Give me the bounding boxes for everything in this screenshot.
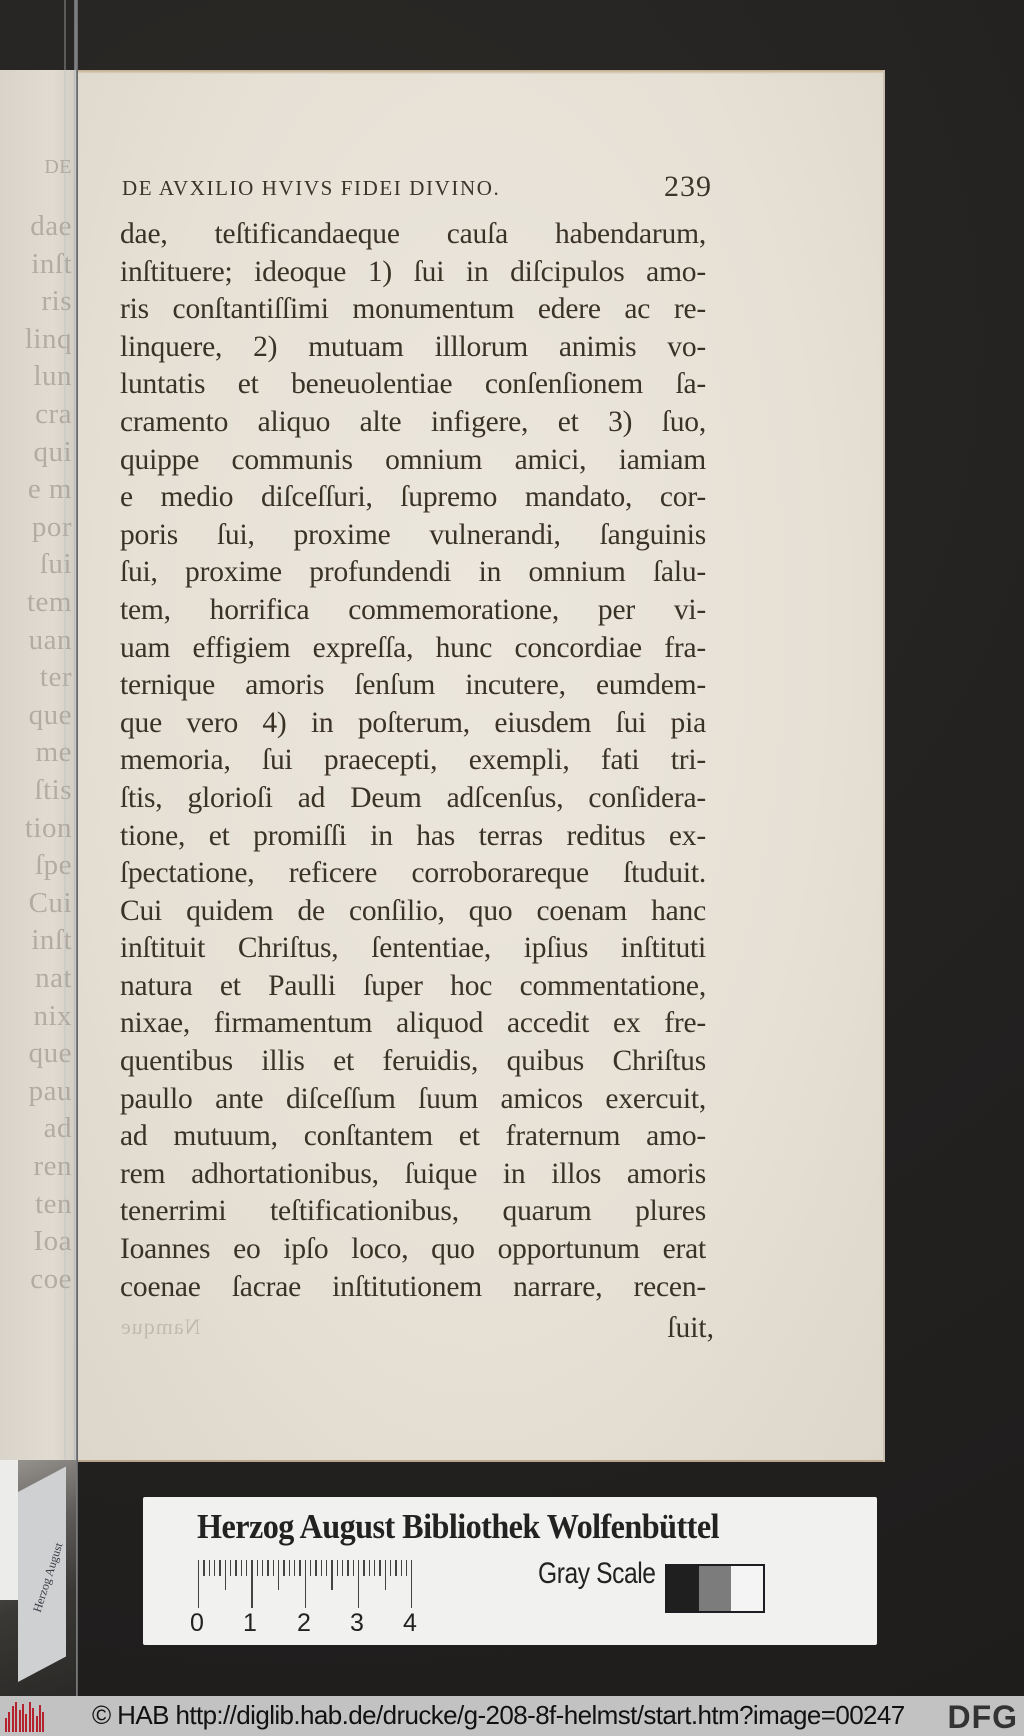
- gray-scale-label: Gray Scale: [538, 1557, 656, 1590]
- text-line: tenerrimi teſtificationibus, quarum plures: [120, 1195, 706, 1228]
- ruler-tick: [411, 1560, 412, 1608]
- book-page: [78, 70, 883, 1462]
- text-line: linquere, 2) mutuam illlorum animis vo-: [120, 330, 706, 363]
- facing-page-fragment: ris: [41, 285, 72, 318]
- facing-page-fragment: coe: [30, 1262, 72, 1295]
- text-line: quippe communis omnium amici, iamiam: [120, 443, 706, 476]
- text-line: ſpectatione, reficere corroborareque ſtuduit.: [120, 857, 706, 890]
- facing-page-fragment: ſpe: [35, 849, 72, 882]
- text-line: Cui quidem de conſilio, quo coenam hanc: [120, 894, 706, 927]
- ruler-tick: [299, 1560, 300, 1576]
- ruler-tick: [289, 1560, 290, 1576]
- text-line: tione, et promiſſi in has terras reditus ex-: [120, 819, 706, 852]
- ruler-tick: [273, 1560, 274, 1576]
- text-line: e medio diſceſſuri, ſupremo mandato, cor-: [120, 481, 706, 514]
- text-line: coenae ſacrae inſtitutionem narrare, recen-: [120, 1270, 706, 1303]
- ruler-tick: [241, 1560, 242, 1576]
- glass-plate-edge: [64, 0, 66, 1696]
- facing-page-fragment: ſtis: [34, 774, 72, 806]
- text-line: memoria, ſui praecepti, exempli, fati tri-: [120, 744, 706, 777]
- footer-bar: [0, 1696, 1024, 1736]
- facing-page-fragment: inſt: [31, 247, 72, 280]
- ruler-tick: [321, 1560, 322, 1576]
- ruler-scale: [198, 1560, 418, 1610]
- text-line: natura et Paulli ſuper hoc commentatione,: [120, 969, 706, 1002]
- dfg-logo-icon: DFG: [947, 1699, 1018, 1735]
- text-line: luntatis et beneuolentiae conſenſionem ſa-: [120, 368, 706, 401]
- gray-scale-swatches: [665, 1564, 765, 1613]
- facing-page-fragment: e m: [27, 473, 72, 506]
- label-holder-surface: [0, 1460, 18, 1600]
- text-line: nixae, firmamentum aliquod accedit ex fre-: [120, 1007, 706, 1040]
- book-label-holder: [0, 1460, 76, 1696]
- page-number: 239: [664, 170, 712, 203]
- text-line: ſui, proxime profundendi in omnium ſalu-: [120, 556, 706, 589]
- text-line: inſtituere; ideoque 1) ſui in diſcipulos amo-: [120, 255, 706, 288]
- facing-page-fragment: que: [28, 1037, 72, 1070]
- running-head: [122, 170, 712, 204]
- ruler-tick: [363, 1560, 364, 1576]
- text-line: tem, horrifica commemoratione, per vi-: [120, 593, 706, 626]
- text-line: rem adhortationibus, ſuique in illos amoris: [120, 1157, 706, 1190]
- ruler-tick: [401, 1560, 402, 1576]
- ruler-tick: [395, 1560, 396, 1576]
- ruler-tick: [326, 1560, 327, 1576]
- facing-page-fragment: Ioa: [33, 1225, 72, 1258]
- ruler-tick: [278, 1560, 279, 1590]
- catchword: ſuit,: [667, 1312, 714, 1344]
- ruler-tick: [230, 1560, 231, 1576]
- ruler-tick: [390, 1560, 391, 1576]
- ruler-tick: [337, 1560, 338, 1576]
- running-head-title: DE AVXILIO HVIVS FIDEI DIVINO.: [122, 176, 501, 200]
- facing-page-fragment: ſui: [39, 548, 72, 581]
- ruler-tick: [209, 1560, 210, 1576]
- ruler-tick: [305, 1560, 306, 1608]
- facing-page-fragment: ten: [35, 1187, 72, 1220]
- text-line: ris conſtantiſſimi monumentum edere ac re-: [120, 293, 706, 326]
- ruler-tick: [267, 1560, 268, 1576]
- facing-page-fragment: cra: [35, 398, 72, 430]
- gray-swatch: [699, 1566, 731, 1611]
- facing-page-fragment: nat: [35, 962, 72, 994]
- ruler-tick: [214, 1560, 215, 1576]
- facing-page-fragment: ad: [43, 1112, 72, 1145]
- facing-page-fragment: pau: [28, 1074, 72, 1107]
- text-line: que vero 4) in poſterum, eiusdem ſui pia: [120, 706, 706, 739]
- text-line: quentibus illis et feruidis, quibus Chriſtus: [120, 1045, 706, 1078]
- ruler-tick: [369, 1560, 370, 1576]
- facing-page-fragment: me: [35, 736, 72, 769]
- text-line: ternique amoris ſenſum incutere, eumdem-: [120, 669, 706, 702]
- institution-name: Herzog August Bibliothek Wolfenbüttel: [197, 1507, 719, 1546]
- color-scale-card: [143, 1497, 877, 1645]
- facing-page-fragment: Cui: [28, 886, 72, 919]
- ruler-label: 0: [190, 1609, 204, 1637]
- ruler-tick: [283, 1560, 284, 1576]
- ruler-tick: [294, 1560, 295, 1576]
- ruler-tick: [374, 1560, 375, 1576]
- ruler-tick: [257, 1560, 258, 1576]
- facing-page-fragment: ren: [33, 1150, 72, 1182]
- ruler-tick: [198, 1560, 199, 1608]
- facing-page-fragment: DE: [44, 156, 72, 178]
- ruler-tick: [385, 1560, 386, 1590]
- facing-page-fragment: ter: [39, 661, 72, 694]
- ruler-label: 3: [350, 1609, 364, 1637]
- gray-swatch: [667, 1566, 699, 1611]
- facing-page-fragment: inſt: [31, 924, 72, 957]
- text-line: ad mutuum, conſtantem et fraternum amo-: [120, 1120, 706, 1153]
- ruler-tick: [347, 1560, 348, 1576]
- gray-swatch: [731, 1566, 763, 1611]
- body-text: [120, 216, 706, 1306]
- ruler-tick: [353, 1560, 354, 1576]
- copyright-link[interactable]: © HAB http://diglib.hab.de/drucke/g-208-8f-helmst/start.htm?image=00247: [92, 1700, 905, 1730]
- facing-page-fragment: linq: [24, 322, 72, 355]
- ruler-tick: [251, 1560, 252, 1608]
- text-line: uam effigiem expreſſa, hunc concordiae fra-: [120, 631, 706, 664]
- label-card-text: Herzog August: [29, 1540, 66, 1614]
- facing-page-fragment: dae: [30, 210, 72, 242]
- ruler-tick: [310, 1560, 311, 1576]
- ruler-tick: [331, 1560, 332, 1590]
- hab-logo-icon: [5, 1702, 47, 1732]
- facing-page-fragment: lun: [33, 360, 72, 393]
- ruler-tick: [262, 1560, 263, 1576]
- ruler-tick: [225, 1560, 226, 1590]
- facing-page-fragment: por: [31, 510, 72, 543]
- ruler-label: 4: [403, 1609, 417, 1637]
- ruler-label: 2: [297, 1609, 311, 1637]
- facing-page-fragment: que: [28, 698, 72, 731]
- text-line: paullo ante diſceſſum ſuum amicos exercuit,: [120, 1082, 706, 1115]
- text-line: poris ſui, proxime vulnerandi, ſanguinis: [120, 518, 706, 551]
- text-line: inſtituit Chriſtus, ſententiae, ipſius inſtituti: [120, 932, 706, 965]
- ruler-tick: [219, 1560, 220, 1576]
- ruler-tick: [203, 1560, 204, 1576]
- ruler-tick: [342, 1560, 343, 1576]
- text-line: cramento aliquo alte infigere, et 3) ſuo,: [120, 405, 706, 438]
- bleed-through-text: Namque: [120, 1314, 201, 1339]
- text-line: dae, teſtificandaeque cauſa habendarum,: [120, 218, 706, 250]
- ruler-label: 1: [243, 1609, 257, 1637]
- facing-page-fragment: nix: [33, 999, 72, 1032]
- text-line: Ioannes eo ipſo loco, quo opportunum erat: [120, 1233, 706, 1266]
- text-line: ſtis, glorioſi ad Deum adſcenſus, conſidera-: [120, 781, 706, 814]
- facing-page-fragment: tion: [24, 811, 72, 844]
- facing-page-fragment: tem: [27, 586, 72, 618]
- ruler-labels: [190, 1609, 450, 1639]
- ruler-tick: [358, 1560, 359, 1608]
- ruler-tick: [315, 1560, 316, 1576]
- ruler-tick: [246, 1560, 247, 1576]
- ruler-tick: [235, 1560, 236, 1576]
- facing-page-fragment: uan: [28, 623, 72, 656]
- ruler-tick: [406, 1560, 407, 1576]
- facing-page-fragment: qui: [33, 435, 72, 468]
- ruler-tick: [379, 1560, 380, 1576]
